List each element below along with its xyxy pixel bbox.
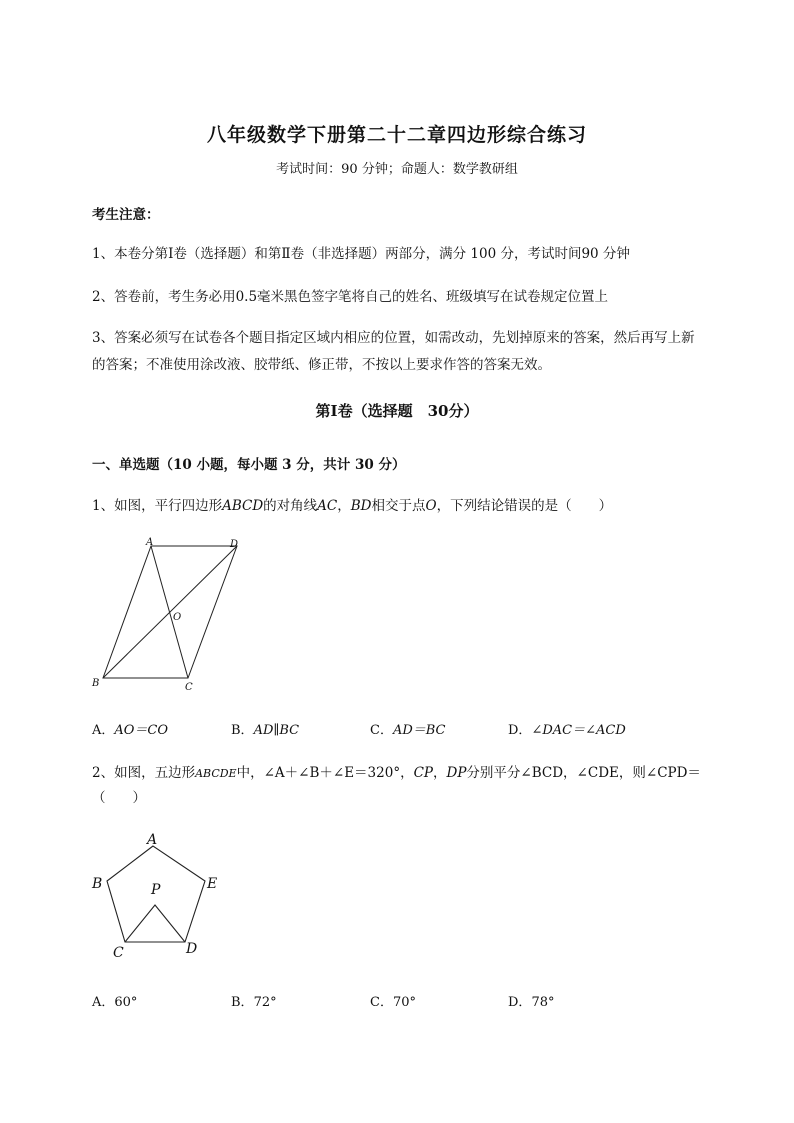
notice-heading: 考生注意： [92, 207, 160, 223]
question-2-stem-continued: （ ） [92, 790, 146, 806]
diagonal-bd [103, 546, 237, 678]
option-d[interactable]: D．78° [508, 995, 555, 1010]
option-b[interactable]: B．AD∥BC [231, 723, 300, 738]
label-o: O [173, 612, 182, 623]
notice-item-continued: 的答案；不准使用涂改液、胶带纸、修正带，不按以上要求作答的答案无效。 [92, 357, 551, 373]
label-d: D [186, 941, 198, 957]
label-a: A [147, 832, 158, 848]
label-e: E [207, 876, 218, 892]
part-heading: 一、单选题（10 小题，每小题 3 分，共计 30 分） [92, 457, 406, 473]
option-c[interactable]: C．70° [370, 995, 416, 1010]
label-b: B [92, 876, 103, 892]
parallelogram-figure [85, 535, 260, 695]
question-2-stem: 2、如图，五边形ABCDE中，∠A＋∠B＋∠E＝320°，CP，DP分别平分∠BCD，∠CDE，则∠CPD＝ [92, 765, 701, 781]
triangle-cpd [125, 905, 185, 942]
notice-item: 1、本卷分第Ⅰ卷（选择题）和第Ⅱ卷（非选择题）两部分，满分 100 分，考试时间90 分钟 [92, 246, 630, 262]
label-b: B [92, 678, 100, 689]
option-c[interactable]: C．AD＝BC [370, 723, 446, 738]
page-title: 八年级数学下册第二十二章四边形综合练习 [206, 124, 587, 146]
label-p: P [151, 882, 161, 898]
page-subtitle: 考试时间：90 分钟；命题人：数学教研组 [276, 162, 518, 177]
section-title: 第Ⅰ卷（选择题 30分） [315, 402, 479, 420]
label-d: D [230, 539, 239, 550]
question-1-stem: 1、如图，平行四边形ABCD的对角线AC，BD相交于点O，下列结论错误的是（ ） [92, 498, 613, 514]
label-c: C [185, 682, 193, 693]
option-a[interactable]: A．AO＝CO [92, 723, 169, 738]
label-c: C [113, 945, 124, 961]
notice-item: 2、答卷前，考生务必用0.5毫米黑色签字笔将自己的姓名、班级填写在试卷规定位置上 [92, 289, 609, 305]
option-a[interactable]: A．60° [92, 995, 138, 1010]
option-b[interactable]: B．72° [231, 995, 277, 1010]
notice-item: 3、答案必须写在试卷各个题目指定区域内相应的位置，如需改动，先划掉原来的答案，然后再写上新 [92, 330, 695, 346]
option-d[interactable]: D．∠DAC＝∠ACD [508, 723, 626, 738]
label-a: A [146, 537, 154, 548]
pentagon-figure [85, 825, 235, 965]
